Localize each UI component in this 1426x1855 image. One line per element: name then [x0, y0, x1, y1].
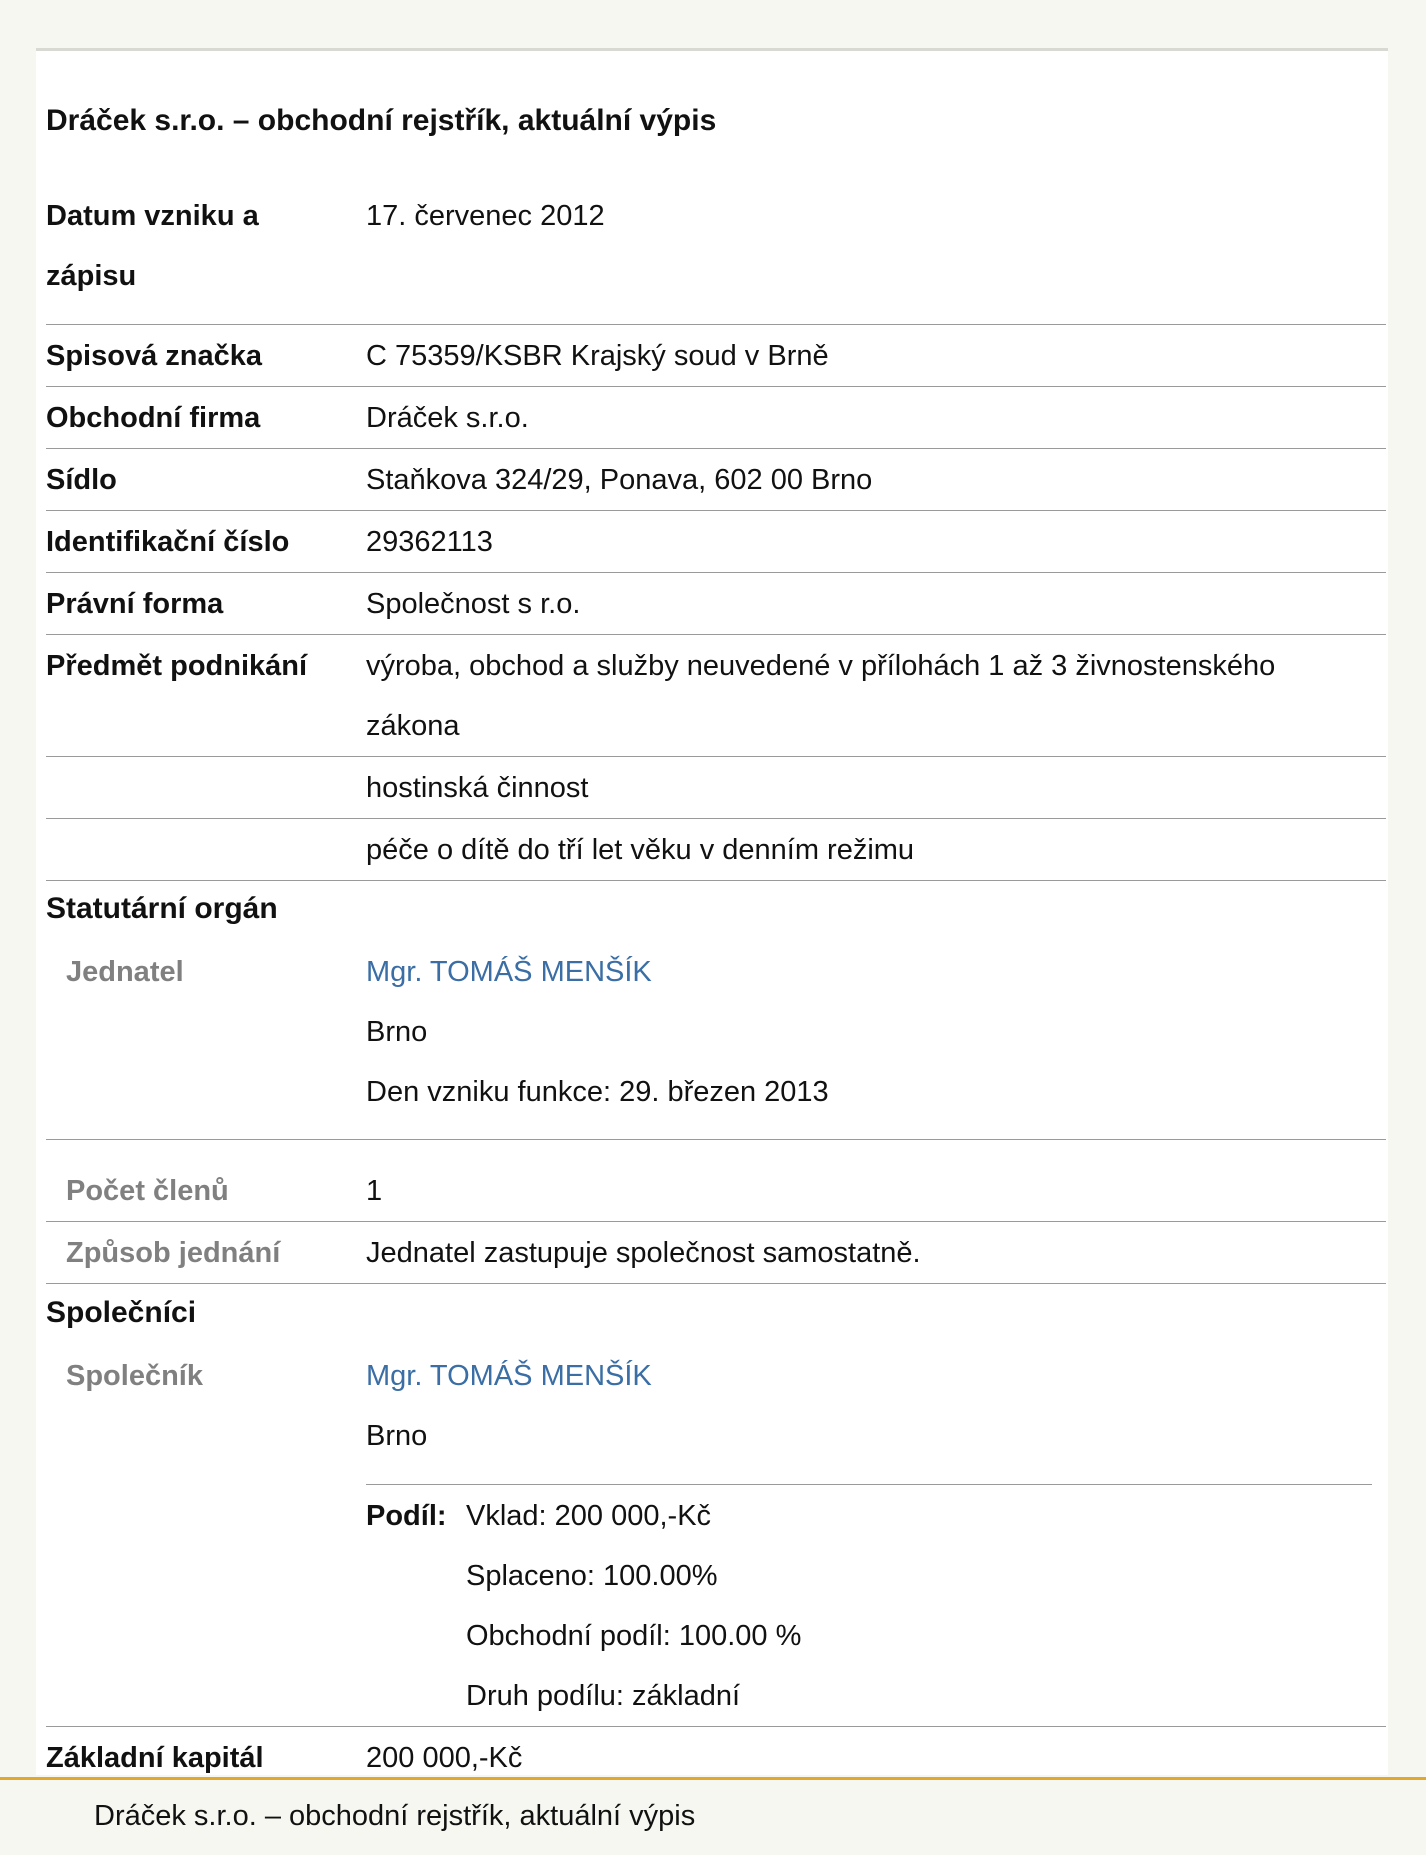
value-pocet-clenu: 1: [366, 1175, 383, 1207]
podil-splaceno: Splaceno: 100.00%: [466, 1560, 718, 1592]
value-pravni-forma: Společnost s r.o.: [366, 588, 581, 620]
row-spisova-znacka: [46, 326, 1386, 387]
row-predmet-item-2: [46, 758, 1386, 819]
value-obchodni-firma: Dráček s.r.o.: [366, 402, 529, 434]
label-pravni-forma: Právní forma: [46, 588, 224, 620]
value-datum-vzniku: 17. červenec 2012: [366, 200, 605, 232]
row-pravni-forma: [46, 574, 1386, 635]
label-datum-line2: zápisu: [46, 260, 137, 292]
spolecnik-name-link[interactable]: Mgr. TOMÁŠ MENŠÍK: [366, 1360, 652, 1392]
section-title-statutarni: Statutární orgán: [46, 892, 278, 925]
row-datum-vzniku: [46, 186, 1386, 325]
value-identifikacni-cislo: 29362113: [366, 526, 493, 558]
registry-panel: [36, 48, 1388, 1775]
jednatel-name-link[interactable]: Mgr. TOMÁŠ MENŠÍK: [366, 956, 652, 988]
row-pocet-clenu: [46, 1161, 1386, 1222]
value-predmet-item-1: [366, 636, 1275, 756]
podil-details: [466, 1486, 801, 1726]
value-predmet-item-3: péče o dítě do tří let věku v denním režimu: [366, 834, 915, 866]
value-sidlo: Staňkova 324/29, Ponava, 602 00 Brno: [366, 464, 873, 496]
label-datum-vzniku: [46, 186, 259, 306]
value-spisova-znacka: C 75359/KSBR Krajský soud v Brně: [366, 340, 829, 372]
value-jednatel: [366, 942, 829, 1122]
row-predmet-item-3: [46, 820, 1386, 881]
podil-divider: [366, 1484, 1372, 1485]
predmet-item-1-line2: zákona: [366, 710, 460, 742]
label-podil: Podíl:: [366, 1500, 447, 1532]
label-pocet-clenu: Počet členů: [66, 1175, 229, 1207]
label-datum-line1: Datum vzniku a: [46, 200, 259, 232]
label-predmet-podnikani: Předmět podnikání: [46, 650, 308, 682]
row-predmet-podnikani: [46, 636, 1386, 757]
footer-bar: [0, 1777, 1426, 1855]
jednatel-since: Den vzniku funkce: 29. březen 2013: [366, 1076, 829, 1108]
row-zpusob-jednani: [46, 1223, 1386, 1284]
page-title: Dráček s.r.o. – obchodní rejstřík, aktuální výpis: [46, 104, 717, 137]
label-zakladni-kapital: Základní kapitál: [46, 1742, 264, 1774]
predmet-item-1-line1: výroba, obchod a služby neuvedené v přílohách 1 až 3 živnostenského: [366, 650, 1276, 682]
label-obchodni-firma: Obchodní firma: [46, 402, 261, 434]
row-identifikacni-cislo: [46, 512, 1386, 573]
label-spisova-znacka: Spisová značka: [46, 340, 262, 372]
podil-druh: Druh podílu: základní: [466, 1680, 741, 1712]
value-spolecnik: [366, 1346, 652, 1466]
label-zpusob-jednani: Způsob jednání: [66, 1237, 281, 1269]
row-jednatel: [46, 942, 1386, 1140]
footer-text: Dráček s.r.o. – obchodní rejstřík, aktuální výpis: [94, 1800, 696, 1832]
value-zakladni-kapital: 200 000,-Kč: [366, 1742, 523, 1774]
podil-vklad: Vklad: 200 000,-Kč: [466, 1500, 712, 1532]
section-title-spolecnici: Společníci: [46, 1296, 197, 1329]
row-spolecnik: [46, 1346, 1386, 1727]
label-identifikacni-cislo: Identifikační číslo: [46, 526, 290, 558]
value-zpusob-jednani: Jednatel zastupuje společnost samostatně.: [366, 1237, 921, 1269]
label-spolecnik: Společník: [66, 1360, 203, 1392]
value-predmet-item-2: hostinská činnost: [366, 772, 589, 804]
label-sidlo: Sídlo: [46, 464, 117, 496]
row-obchodni-firma: [46, 388, 1386, 449]
label-jednatel: Jednatel: [66, 956, 184, 988]
row-sidlo: [46, 450, 1386, 511]
podil-obchodni: Obchodní podíl: 100.00 %: [466, 1620, 802, 1652]
spolecnik-city: Brno: [366, 1420, 428, 1452]
jednatel-city: Brno: [366, 1016, 428, 1048]
